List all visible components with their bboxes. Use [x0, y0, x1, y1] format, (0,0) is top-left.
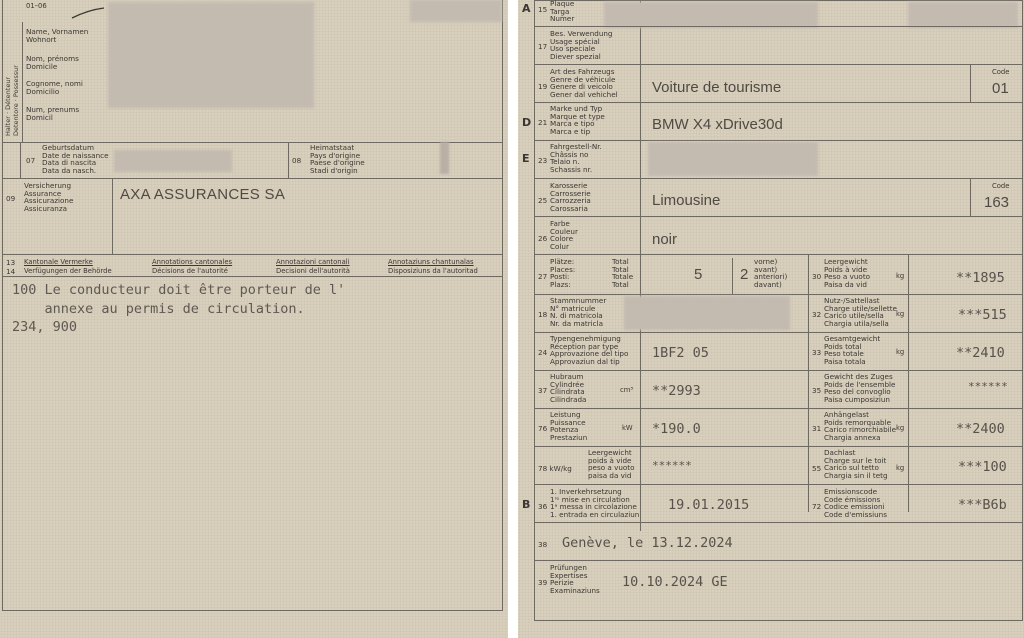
vehicle-kind-code-label: Code	[992, 68, 1010, 76]
total-weight-labels: Gesamtgewicht Poids total Peso totale Paisa totala	[824, 334, 881, 366]
seats-labels: Plätze: Places: Posti: Plazs:	[550, 257, 576, 289]
annot-sub-de: Verfügungen der Behörde	[24, 267, 112, 275]
payload-labels: Nutz-/Sattellast Charge utile/sellette Carico utile/sella Chargia utila/sella	[824, 296, 897, 328]
seats-front-value: 2	[740, 266, 749, 283]
field-21-number: 21	[538, 118, 548, 127]
seats-total-value: 5	[694, 266, 703, 283]
field-31-number: 31	[812, 424, 822, 433]
field-26-number: 26	[538, 234, 548, 243]
vehicle-kind-code: 01	[992, 80, 1009, 97]
field-08-number: 08	[292, 156, 302, 165]
field-17-number: 17	[538, 42, 548, 51]
color-labels: Farbe Couleur Colore Colur	[550, 219, 578, 251]
section-e-letter: E	[522, 152, 530, 165]
empty-weight-unit: kg	[896, 272, 905, 280]
field-35-number: 35	[812, 386, 822, 395]
signature-mark	[70, 6, 106, 20]
insurance-value: AXA ASSURANCES SA	[120, 186, 286, 203]
seats-front-labels: vorne) avant) anteriori) davant)	[754, 257, 788, 289]
section-d-letter: D	[522, 116, 532, 129]
train-weight-value: ******	[968, 380, 1008, 393]
field-23-number: 23	[538, 156, 548, 165]
holder-page	[0, 0, 508, 638]
empty-weight-value: **1895	[956, 270, 1005, 286]
name-labels: Name, Vornamen Wohnort	[26, 27, 89, 44]
section-b-letter: B	[522, 498, 531, 511]
emission-labels: Emissionscode Code émissions Codice emissioni Code d'emissiuns	[824, 487, 887, 519]
make-value: BMW X4 xDrive30d	[652, 116, 783, 133]
body-value: Limousine	[652, 192, 721, 209]
redacted-matricule	[624, 296, 790, 330]
field-72-number: 72	[812, 502, 822, 511]
type-approval-value: 1BF2 05	[652, 345, 709, 361]
nom-labels: Nom, prénoms Domicile	[26, 54, 79, 71]
field-76-number: 76	[538, 424, 548, 433]
field-33-number: 33	[812, 348, 822, 357]
matricule-labels: Stammnummer N° matricule N. di matricola Nr. da matricla	[550, 296, 607, 328]
first-registration-value: 19.01.2015	[668, 497, 750, 513]
num-labels: Num, prenums Domicil	[26, 105, 80, 122]
towing-value: **2400	[956, 421, 1005, 437]
power-labels: Leistung Puissance Potenza Prestaziun	[550, 410, 588, 442]
redacted-birthdate	[114, 150, 232, 172]
seats-total-labels: Total Total Totale Total	[612, 257, 634, 289]
field-78-number: 78 kW/kg	[538, 464, 572, 473]
annotation-line-1: 100 Le conducteur doit être porteur de l'	[12, 282, 346, 298]
displacement-value: **2993	[652, 383, 701, 399]
empty-weight-labels: Leergewicht Poids à vide Peso a vuoto Paisa da vid	[824, 257, 871, 289]
body-code-label: Code	[992, 182, 1010, 190]
body-labels: Karosserie Carrosserie Carrozzeria Carossaria	[550, 181, 591, 213]
section-a-letter: A	[522, 2, 531, 15]
field-25-number: 25	[538, 196, 548, 205]
holder-side-label: Halter · Détenteur	[4, 76, 12, 136]
displacement-unit: cm³	[620, 386, 634, 394]
field-30-number: 30	[812, 272, 822, 281]
annot-heading-de: Kantonale Vermerke	[24, 258, 93, 266]
chassis-labels: Fahrgestell-Nr. Châssis no Telaio n. Schassis nr.	[550, 142, 602, 174]
annot-sub-it: Decisioni dell'autorità	[276, 267, 350, 275]
payload-value: ***515	[958, 307, 1007, 323]
power-weight-value: ******	[652, 459, 692, 472]
field-36-number: 36	[538, 502, 548, 511]
field-55-number: 55	[812, 464, 822, 473]
special-use-labels: Bes. Verwendung Usage spécial Uso speciale Diever spezial	[550, 29, 613, 61]
birth-labels: Geburtsdatum Date de naissance Data di nascita Data da nasch.	[42, 143, 109, 175]
field-37-number: 37	[538, 386, 548, 395]
field-15-number: 15	[538, 5, 548, 14]
redacted-holder	[108, 2, 314, 108]
insurance-labels: Versicherung Assurance Assicurazione Assicuranza	[24, 181, 74, 213]
power-value: *190.0	[652, 421, 701, 437]
redacted-plate	[604, 2, 818, 28]
roof-load-unit: kg	[896, 464, 905, 472]
inspection-labels: Prüfungen Expertises Perizie Examinaziuns	[550, 563, 600, 595]
roof-load-value: ***100	[958, 459, 1007, 475]
field-19-number: 19	[538, 82, 548, 91]
annotation-line-3: 234, 900	[12, 319, 78, 335]
total-weight-unit: kg	[896, 348, 905, 356]
roof-load-labels: Dachlast Charge sur le toit Carico sul tetto Chargia sin il tetg	[824, 448, 888, 480]
redacted-holder-corner	[410, 0, 502, 22]
cognome-labels: Cognome, nomi Domicilio	[26, 79, 83, 96]
field-14-number: 14	[6, 267, 16, 276]
field-39-number: 39	[538, 578, 548, 587]
annot-heading-fr: Annotations cantonales	[152, 258, 233, 266]
color-value: noir	[652, 231, 678, 248]
type-approval-labels: Typengenehmigung Réception par type Approvazione del tipo Approvaziun dal tip	[550, 334, 629, 366]
annot-sub-rm: Disposiziuns da l'autoritad	[388, 267, 478, 275]
vehicle-kind-value: Voiture de tourisme	[652, 79, 782, 96]
power-weight-labels: Leergewicht poids à vide peso a vuoto paisa da vid	[588, 448, 635, 480]
field-32-number: 32	[812, 310, 822, 319]
inspection-value: 10.10.2024 GE	[622, 574, 728, 590]
field-18-number: 18	[538, 310, 548, 319]
displacement-labels: Hubraum Cylindrée Cilindrata Cilindrada	[550, 372, 587, 404]
vehicle-kind-labels: Art des Fahrzeugs Genre de véhicule Genere di veicolo Gener dal vehichel	[550, 67, 618, 99]
origin-labels: Heimatstaat Pays d'origine Paese d'origine Stadi d'origin	[310, 143, 365, 175]
issue-place-date: Genève, le 13.12.2024	[562, 535, 733, 551]
field-38-number: 38	[538, 540, 548, 549]
vehicle-page	[518, 0, 1024, 638]
form-id: 01–06	[26, 2, 47, 10]
towing-labels: Anhängelast Poids remorquable Carico rimorchiabile Chargia annexa	[824, 410, 897, 442]
redacted-chassis	[648, 142, 818, 176]
field-13-number: 13	[6, 258, 16, 267]
field-27-number: 27	[538, 272, 548, 281]
annot-heading-rm: Annotaziuns chantunalas	[388, 258, 474, 266]
power-unit: kW	[622, 424, 633, 432]
field-24-number: 24	[538, 348, 548, 357]
body-code: 163	[984, 194, 1010, 211]
field-09-number: 09	[6, 194, 16, 203]
annot-heading-it: Annotazioni cantonali	[276, 258, 350, 266]
annotation-line-2: annexe au permis de circulation.	[12, 301, 305, 317]
towing-unit: kg	[896, 424, 905, 432]
first-registration-labels: 1. Inverkehrsetzung 1ʳᵉ mise en circulation 1ᵃ messa in circolazione 1. entrada en circulaziun	[550, 487, 640, 519]
possessor-side-label: Detentore · Possessur	[12, 65, 20, 136]
payload-unit: kg	[896, 310, 905, 318]
total-weight-value: **2410	[956, 345, 1005, 361]
train-weight-labels: Gewicht des Zuges Poids de l'ensemble Peso del convoglio Paisa cumposiziun	[824, 372, 896, 404]
redacted-origin	[440, 142, 449, 174]
emission-value: ***B6b	[958, 497, 1007, 513]
plate-labels: Plaque Targa Numer	[550, 0, 575, 24]
make-labels: Marke und Typ Marque et type Marca e tipo Marca e tip	[550, 104, 605, 136]
field-07-number: 07	[26, 156, 36, 165]
redacted-plate-2	[908, 2, 1018, 28]
annot-sub-fr: Décisions de l'autorité	[152, 267, 228, 275]
